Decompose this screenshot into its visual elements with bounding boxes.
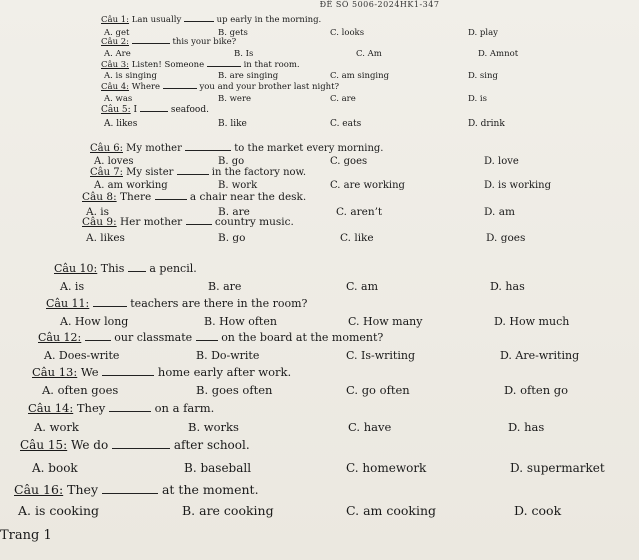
page-footer: Trang 1 bbox=[0, 528, 52, 543]
question-text-before: Lan usually bbox=[131, 15, 182, 25]
answer-option[interactable]: B. How often bbox=[204, 315, 277, 328]
answer-blank[interactable] bbox=[186, 223, 212, 225]
answer-blank[interactable] bbox=[185, 149, 231, 151]
answer-option[interactable]: B. go bbox=[218, 156, 245, 167]
answer-option[interactable]: A. work bbox=[34, 420, 79, 434]
answer-option[interactable]: B. Is bbox=[234, 49, 254, 59]
answer-option[interactable]: C. like bbox=[340, 232, 374, 244]
answer-option[interactable]: C. go often bbox=[346, 383, 410, 397]
answer-blank[interactable] bbox=[196, 339, 218, 341]
answer-option[interactable]: B. are cooking bbox=[182, 503, 274, 518]
question-text-after: country music. bbox=[214, 216, 294, 228]
question-number: Câu 13: bbox=[32, 365, 78, 379]
question-text-after: in that room. bbox=[243, 60, 300, 70]
answer-option[interactable]: A. is bbox=[86, 206, 110, 218]
question-number: Câu 3: bbox=[101, 60, 130, 70]
question-text-after: a chair near the desk. bbox=[189, 191, 307, 203]
answer-option[interactable]: D. love bbox=[484, 156, 519, 167]
answer-option[interactable]: A. loves bbox=[94, 156, 134, 167]
question-number: Câu 2: bbox=[101, 37, 130, 47]
answer-option[interactable]: D. has bbox=[490, 280, 525, 293]
question-text-after: at the moment. bbox=[161, 482, 259, 497]
question-text-before: There bbox=[119, 191, 152, 203]
question-stem bbox=[101, 60, 300, 70]
answer-option[interactable]: C. Is-writing bbox=[346, 349, 415, 362]
question-stem bbox=[90, 167, 306, 178]
answer-option[interactable]: A. book bbox=[32, 461, 78, 475]
question-stem bbox=[101, 37, 236, 47]
question-text-before: They bbox=[67, 482, 99, 497]
question-text-after: on a farm. bbox=[154, 401, 215, 415]
question-text-after: teachers are there in the room? bbox=[130, 297, 308, 310]
answer-option[interactable]: D. sing bbox=[468, 71, 498, 81]
answer-option[interactable]: D. often go bbox=[504, 383, 569, 397]
answer-blank[interactable] bbox=[112, 447, 170, 449]
question-stem bbox=[82, 191, 306, 203]
answer-option[interactable]: C. goes bbox=[330, 156, 368, 167]
answer-option[interactable]: C. looks bbox=[330, 28, 365, 38]
question-number: Câu 5: bbox=[101, 105, 131, 115]
answer-blank[interactable] bbox=[102, 374, 154, 376]
question-number: Câu 16: bbox=[14, 482, 64, 497]
question-stem bbox=[46, 297, 307, 310]
question-stem bbox=[20, 438, 250, 452]
answer-option[interactable]: D. goes bbox=[486, 232, 526, 244]
answer-blank[interactable] bbox=[132, 42, 170, 44]
question-stem bbox=[101, 82, 339, 92]
answer-option[interactable]: A. often goes bbox=[42, 383, 119, 397]
question-text-after: on the board at the moment? bbox=[221, 331, 384, 344]
answer-option[interactable]: D. How much bbox=[494, 315, 570, 328]
answer-option[interactable]: D. is working bbox=[484, 180, 551, 191]
answer-option[interactable]: B. baseball bbox=[184, 461, 252, 475]
question-number: Câu 7: bbox=[90, 167, 123, 178]
answer-blank[interactable] bbox=[184, 20, 214, 22]
question-text-after: home early after work. bbox=[157, 365, 292, 379]
answer-option[interactable]: B. go bbox=[218, 232, 246, 244]
answer-blank[interactable] bbox=[85, 339, 111, 341]
question-text-before: They bbox=[76, 401, 106, 415]
question-stem bbox=[90, 143, 383, 154]
question-text-after: this your bike? bbox=[172, 37, 237, 47]
answer-option[interactable]: B. like bbox=[218, 119, 247, 129]
answer-option[interactable]: C. am bbox=[346, 280, 379, 293]
answer-option[interactable]: C. How many bbox=[348, 315, 423, 328]
answer-option[interactable]: A. is cooking bbox=[18, 503, 100, 518]
answer-option[interactable]: C. are working bbox=[330, 180, 405, 191]
answer-option[interactable]: A. is singing bbox=[104, 71, 157, 81]
question-number: Câu 4: bbox=[101, 82, 130, 92]
answer-option[interactable]: B. are bbox=[218, 206, 250, 218]
answer-option[interactable]: C. eats bbox=[330, 119, 362, 129]
question-text-after: you and your brother last night? bbox=[199, 82, 340, 92]
question-stem bbox=[28, 401, 214, 415]
question-text-after: in the factory now. bbox=[211, 167, 307, 178]
answer-blank[interactable] bbox=[102, 492, 158, 494]
answer-blank[interactable] bbox=[207, 65, 241, 67]
question-number: Câu 14: bbox=[28, 401, 74, 415]
question-text-after: after school. bbox=[173, 438, 250, 452]
answer-option[interactable]: A. is bbox=[60, 280, 85, 293]
question-text-after: our classmate bbox=[114, 331, 193, 344]
answer-option[interactable]: A. get bbox=[104, 28, 130, 38]
question-stem bbox=[82, 216, 294, 228]
answer-option[interactable]: B. were bbox=[218, 94, 252, 104]
answer-option[interactable]: B. gets bbox=[218, 28, 248, 38]
answer-option[interactable]: D. has bbox=[508, 420, 545, 434]
question-stem bbox=[101, 105, 209, 115]
answer-blank[interactable] bbox=[177, 173, 209, 175]
answer-option[interactable]: A. am working bbox=[94, 180, 168, 191]
answer-option[interactable]: C. aren’t bbox=[336, 206, 383, 218]
answer-option[interactable]: A. was bbox=[104, 94, 133, 104]
answer-option[interactable]: D. Are-writing bbox=[500, 349, 580, 362]
answer-option[interactable]: B. Do-write bbox=[196, 349, 260, 362]
answer-option[interactable]: D. am bbox=[484, 206, 515, 218]
exam-header: ĐỀ SỐ 5006-2024HK1-347 bbox=[319, 0, 440, 9]
question-number: Câu 6: bbox=[90, 143, 123, 154]
answer-option[interactable]: D. cook bbox=[514, 503, 562, 518]
question-number: Câu 1: bbox=[101, 15, 130, 25]
question-text-before: My mother bbox=[126, 143, 182, 154]
answer-option[interactable]: B. work bbox=[218, 180, 258, 191]
answer-option[interactable]: B. works bbox=[188, 420, 239, 434]
answer-option[interactable]: B. are singing bbox=[218, 71, 279, 81]
question-number: Câu 12: bbox=[38, 331, 82, 344]
question-text-after: to the market every morning. bbox=[234, 143, 384, 154]
question-text-after: a pencil. bbox=[149, 262, 197, 275]
question-number: Câu 15: bbox=[20, 438, 68, 452]
question-text-before: Where bbox=[131, 82, 161, 92]
question-stem bbox=[54, 262, 197, 275]
answer-option[interactable]: C. homework bbox=[346, 461, 427, 475]
answer-option[interactable]: A. likes bbox=[104, 119, 138, 129]
answer-blank[interactable] bbox=[163, 87, 197, 89]
answer-option[interactable]: C. Am bbox=[356, 49, 382, 59]
question-text-before: This bbox=[100, 262, 125, 275]
question-text-before: My sister bbox=[126, 167, 174, 178]
answer-option[interactable]: C. am singing bbox=[330, 71, 390, 81]
question-number: Câu 10: bbox=[54, 262, 98, 275]
answer-option[interactable]: C. are bbox=[330, 94, 356, 104]
answer-option[interactable]: B. are bbox=[208, 280, 242, 293]
question-stem bbox=[32, 365, 291, 379]
question-number: Câu 8: bbox=[82, 191, 117, 203]
answer-option[interactable]: D. Amnot bbox=[478, 49, 519, 59]
answer-option[interactable]: D. play bbox=[468, 28, 498, 38]
question-stem bbox=[14, 482, 259, 497]
question-number: Câu 9: bbox=[82, 216, 117, 228]
question-text-before: We bbox=[80, 365, 99, 379]
answer-blank[interactable] bbox=[140, 110, 168, 112]
answer-option[interactable]: D. supermarket bbox=[510, 461, 605, 475]
answer-option[interactable]: D. is bbox=[468, 94, 487, 104]
answer-blank[interactable] bbox=[128, 270, 146, 272]
question-text-after: up early in the morning. bbox=[216, 15, 322, 25]
answer-option[interactable]: A. Does-write bbox=[44, 349, 120, 362]
question-text-before: I bbox=[133, 105, 138, 115]
answer-option[interactable]: A. likes bbox=[86, 232, 125, 244]
answer-option[interactable]: A. Are bbox=[104, 49, 131, 59]
answer-option[interactable]: C. have bbox=[348, 420, 392, 434]
answer-option[interactable]: A. How long bbox=[60, 315, 129, 328]
question-stem bbox=[38, 331, 383, 344]
answer-blank[interactable] bbox=[155, 198, 187, 200]
question-text-after: seafood. bbox=[170, 105, 209, 115]
question-text-before: Listen! Someone bbox=[131, 60, 205, 70]
answer-option[interactable]: D. drink bbox=[468, 119, 505, 129]
question-text-before: Her mother bbox=[119, 216, 183, 228]
answer-blank[interactable] bbox=[93, 305, 127, 307]
question-text-before: We do bbox=[71, 438, 109, 452]
question-number: Câu 11: bbox=[46, 297, 90, 310]
question-stem bbox=[101, 15, 321, 25]
answer-option[interactable]: C. am cooking bbox=[346, 503, 437, 518]
answer-option[interactable]: B. goes often bbox=[196, 383, 273, 397]
answer-blank[interactable] bbox=[109, 410, 151, 412]
